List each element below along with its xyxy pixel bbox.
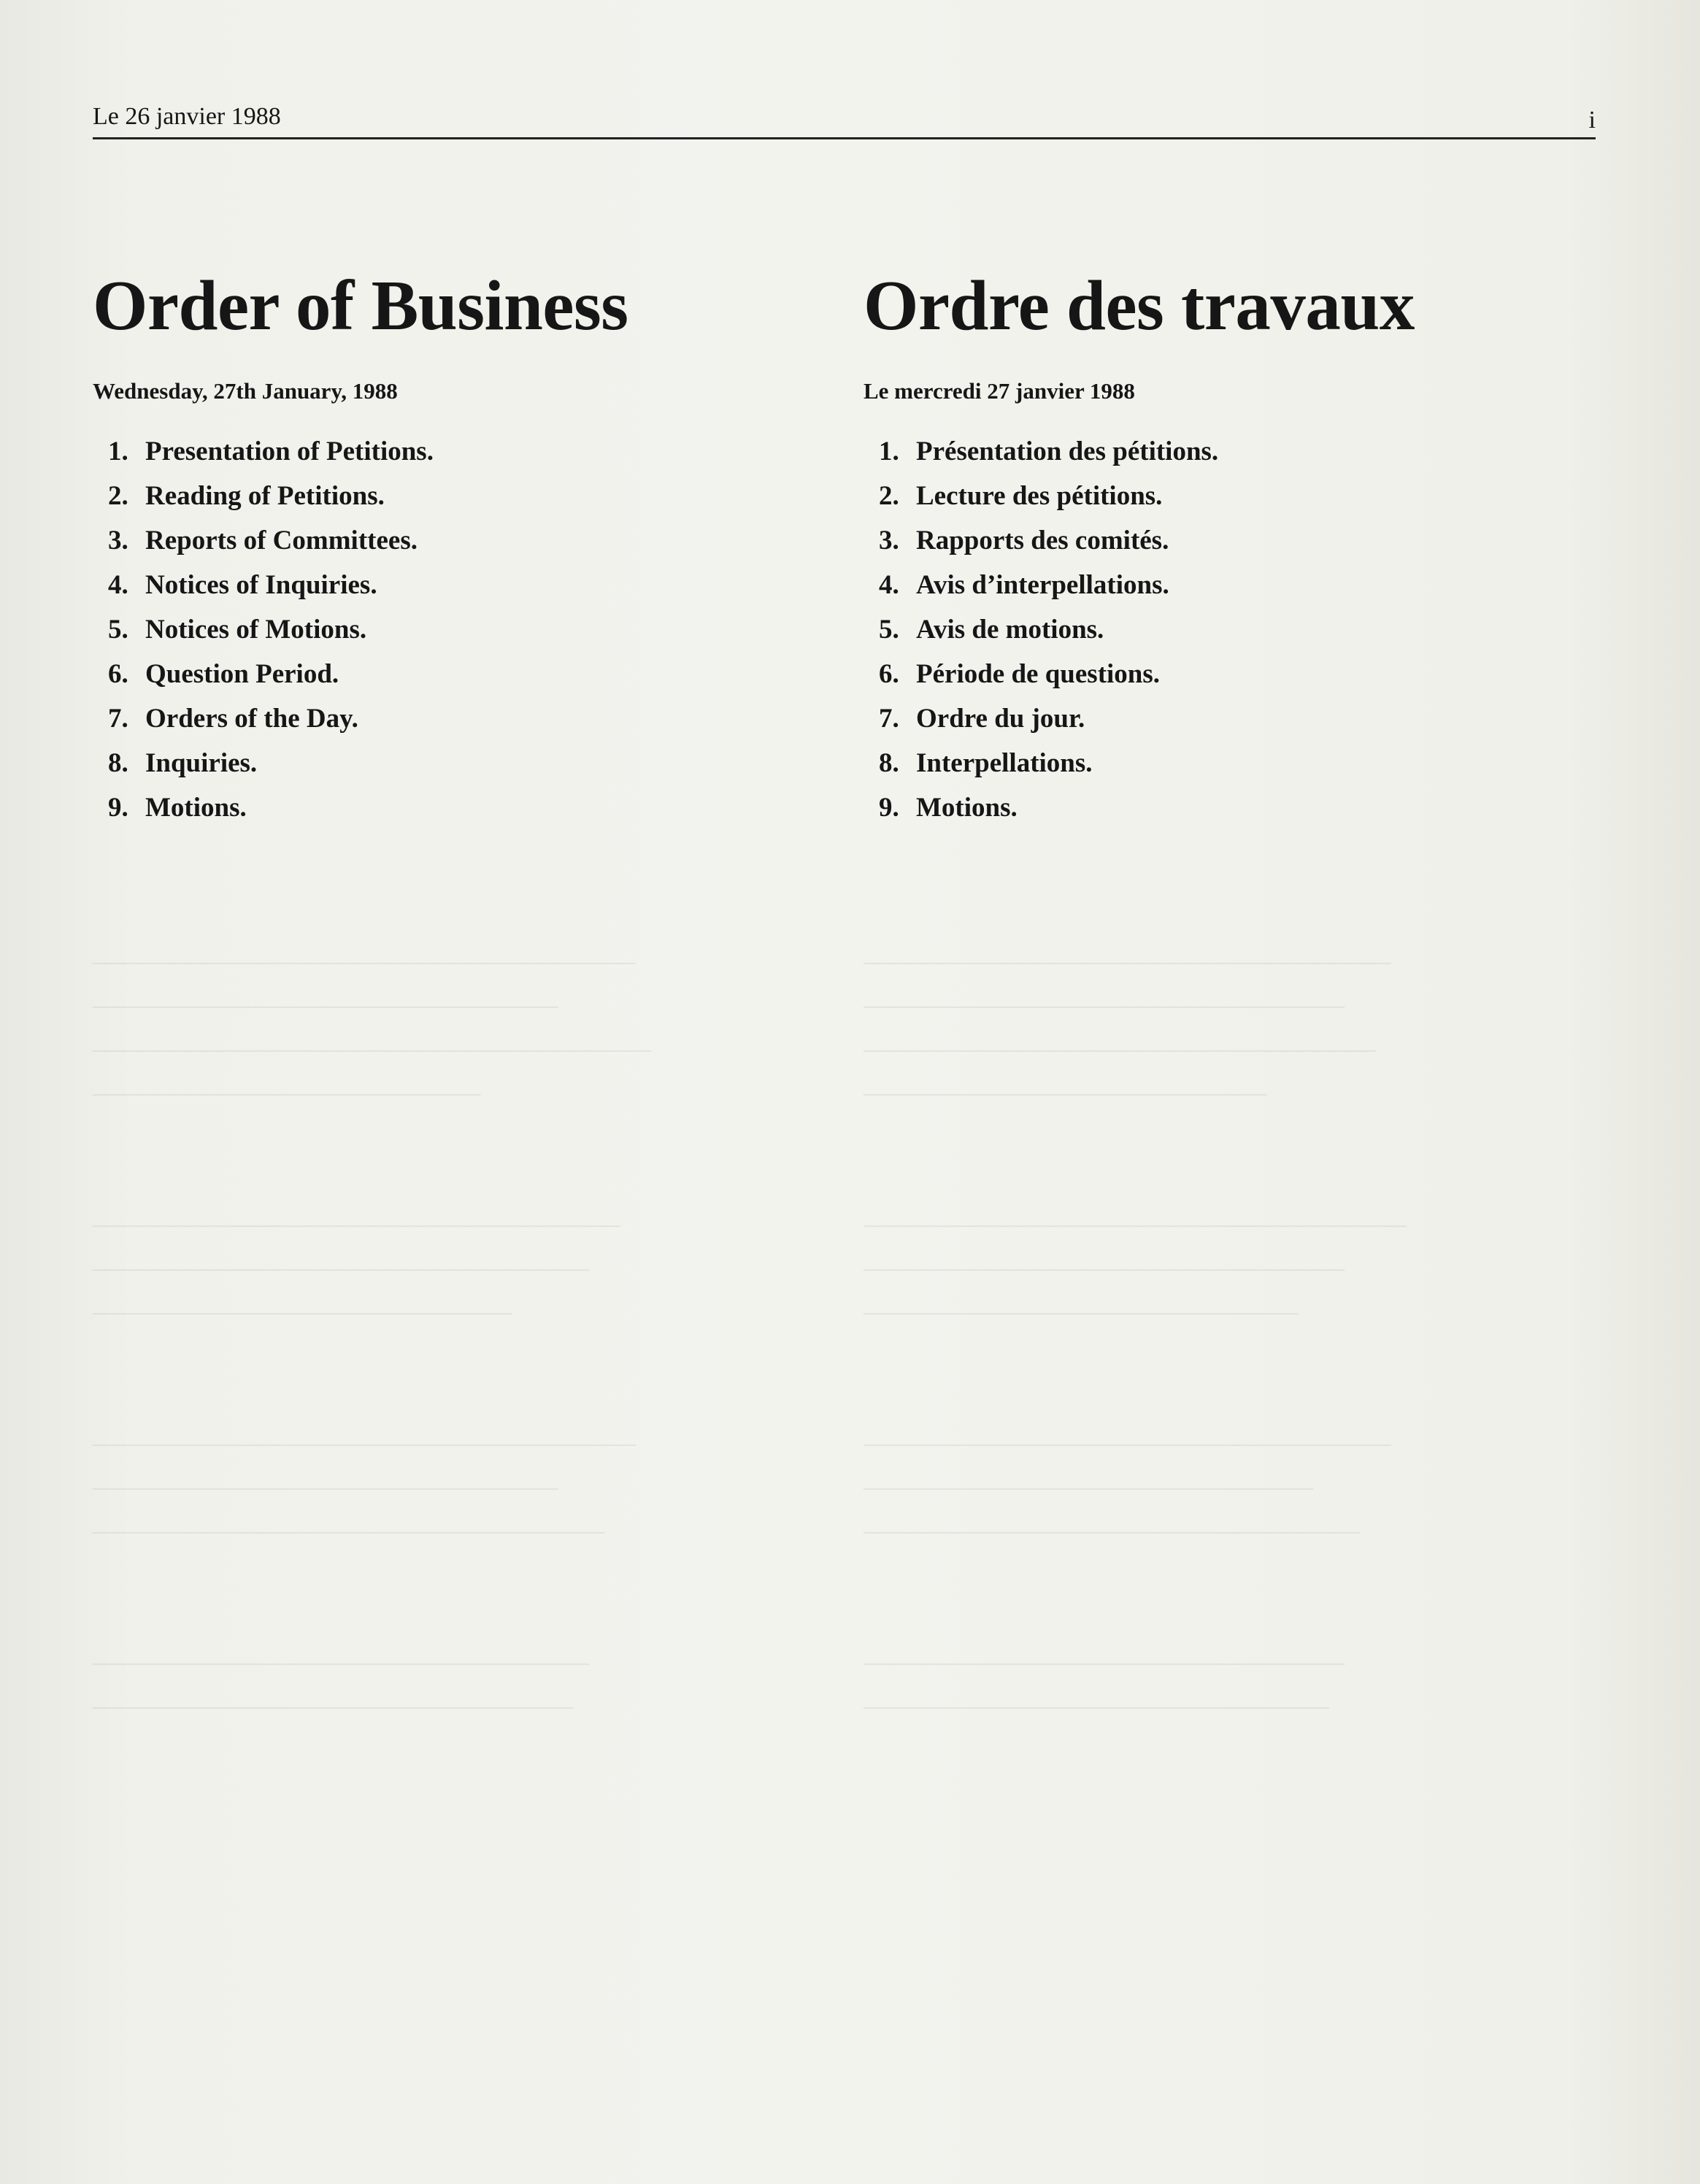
list-item bbox=[864, 741, 1593, 785]
list-item bbox=[864, 518, 1593, 563]
item-number: 4. bbox=[108, 570, 128, 600]
english-date: Wednesday, 27th January, 1988 bbox=[93, 378, 398, 404]
list-item bbox=[864, 474, 1593, 518]
item-label: Inquiries. bbox=[145, 748, 258, 778]
item-number: 7. bbox=[108, 704, 128, 734]
header-date: Le 26 janvier 1988 bbox=[93, 103, 281, 130]
item-label: Ordre du jour. bbox=[916, 704, 1085, 734]
item-label: Reading of Petitions. bbox=[145, 481, 385, 511]
list-item bbox=[864, 607, 1593, 652]
page-number: i bbox=[1588, 107, 1596, 134]
item-label: Période de questions. bbox=[916, 659, 1161, 689]
item-number: 6. bbox=[879, 659, 899, 689]
french-column bbox=[864, 266, 1593, 830]
english-agenda-list bbox=[93, 429, 823, 830]
list-item bbox=[93, 652, 823, 696]
item-label: Motions. bbox=[145, 793, 247, 823]
item-number: 5. bbox=[108, 615, 128, 645]
item-number: 1. bbox=[879, 437, 899, 466]
item-number: 2. bbox=[108, 481, 128, 511]
item-label: Lecture des pétitions. bbox=[916, 481, 1163, 511]
list-item bbox=[93, 607, 823, 652]
list-item bbox=[864, 652, 1593, 696]
item-number: 8. bbox=[108, 748, 128, 778]
item-label: Reports of Committees. bbox=[145, 526, 418, 555]
list-item bbox=[93, 474, 823, 518]
item-label: Question Period. bbox=[145, 659, 339, 689]
item-label: Orders of the Day. bbox=[145, 704, 358, 734]
item-label: Motions. bbox=[916, 793, 1018, 823]
item-label: Interpellations. bbox=[916, 748, 1093, 778]
header-rule bbox=[93, 137, 1596, 139]
english-column bbox=[93, 266, 823, 830]
list-item bbox=[864, 429, 1593, 474]
item-label: Présentation des pétitions. bbox=[916, 437, 1219, 466]
bleed-through-texture: ─────────────────────────────────── ────────────────────────────── ──────────────────────────────────── ───────────────────────── ────────────────────────────────── ──────────────────────────────── ─────────────────────────── ─────────────────────────────────── ────────────────────────────── ───────────────────────────────── ──────────────────────────────── ─────────────────────────────── bbox=[93, 951, 652, 1720]
item-number: 8. bbox=[879, 748, 899, 778]
item-number: 3. bbox=[879, 526, 899, 555]
french-agenda-list bbox=[864, 429, 1593, 830]
item-number: 4. bbox=[879, 570, 899, 600]
list-item bbox=[864, 563, 1593, 607]
list-item bbox=[93, 563, 823, 607]
item-number: 1. bbox=[108, 437, 128, 466]
item-number: 2. bbox=[879, 481, 899, 511]
item-number: 9. bbox=[879, 793, 899, 823]
list-item bbox=[93, 518, 823, 563]
list-item bbox=[93, 429, 823, 474]
list-item bbox=[93, 741, 823, 785]
item-label: Notices of Motions. bbox=[145, 615, 367, 645]
item-label: Avis de motions. bbox=[916, 615, 1104, 645]
french-title: Ordre des travaux bbox=[864, 266, 1415, 345]
item-label: Notices of Inquiries. bbox=[145, 570, 377, 600]
item-number: 3. bbox=[108, 526, 128, 555]
item-number: 5. bbox=[879, 615, 899, 645]
english-title: Order of Business bbox=[93, 266, 628, 345]
list-item bbox=[93, 785, 823, 830]
list-item bbox=[864, 785, 1593, 830]
item-label: Avis d’interpellations. bbox=[916, 570, 1169, 600]
item-number: 6. bbox=[108, 659, 128, 689]
list-item bbox=[93, 696, 823, 741]
french-date: Le mercredi 27 janvier 1988 bbox=[864, 378, 1135, 404]
item-label: Rapports des comités. bbox=[916, 526, 1169, 555]
item-number: 9. bbox=[108, 793, 128, 823]
item-number: 7. bbox=[879, 704, 899, 734]
item-label: Presentation of Petitions. bbox=[145, 437, 434, 466]
list-item bbox=[864, 696, 1593, 741]
bleed-through-texture: ────────────────────────────────── ─────────────────────────────── ───────────────────────────────── ────────────────────────── ─────────────────────────────────── ─────────────────────────────── ──────────────────────────── ────────────────────────────────── ───────────────────────────── ──────────────────────────────── ─────────────────────────────── ────────────────────────────── bbox=[864, 951, 1407, 1720]
